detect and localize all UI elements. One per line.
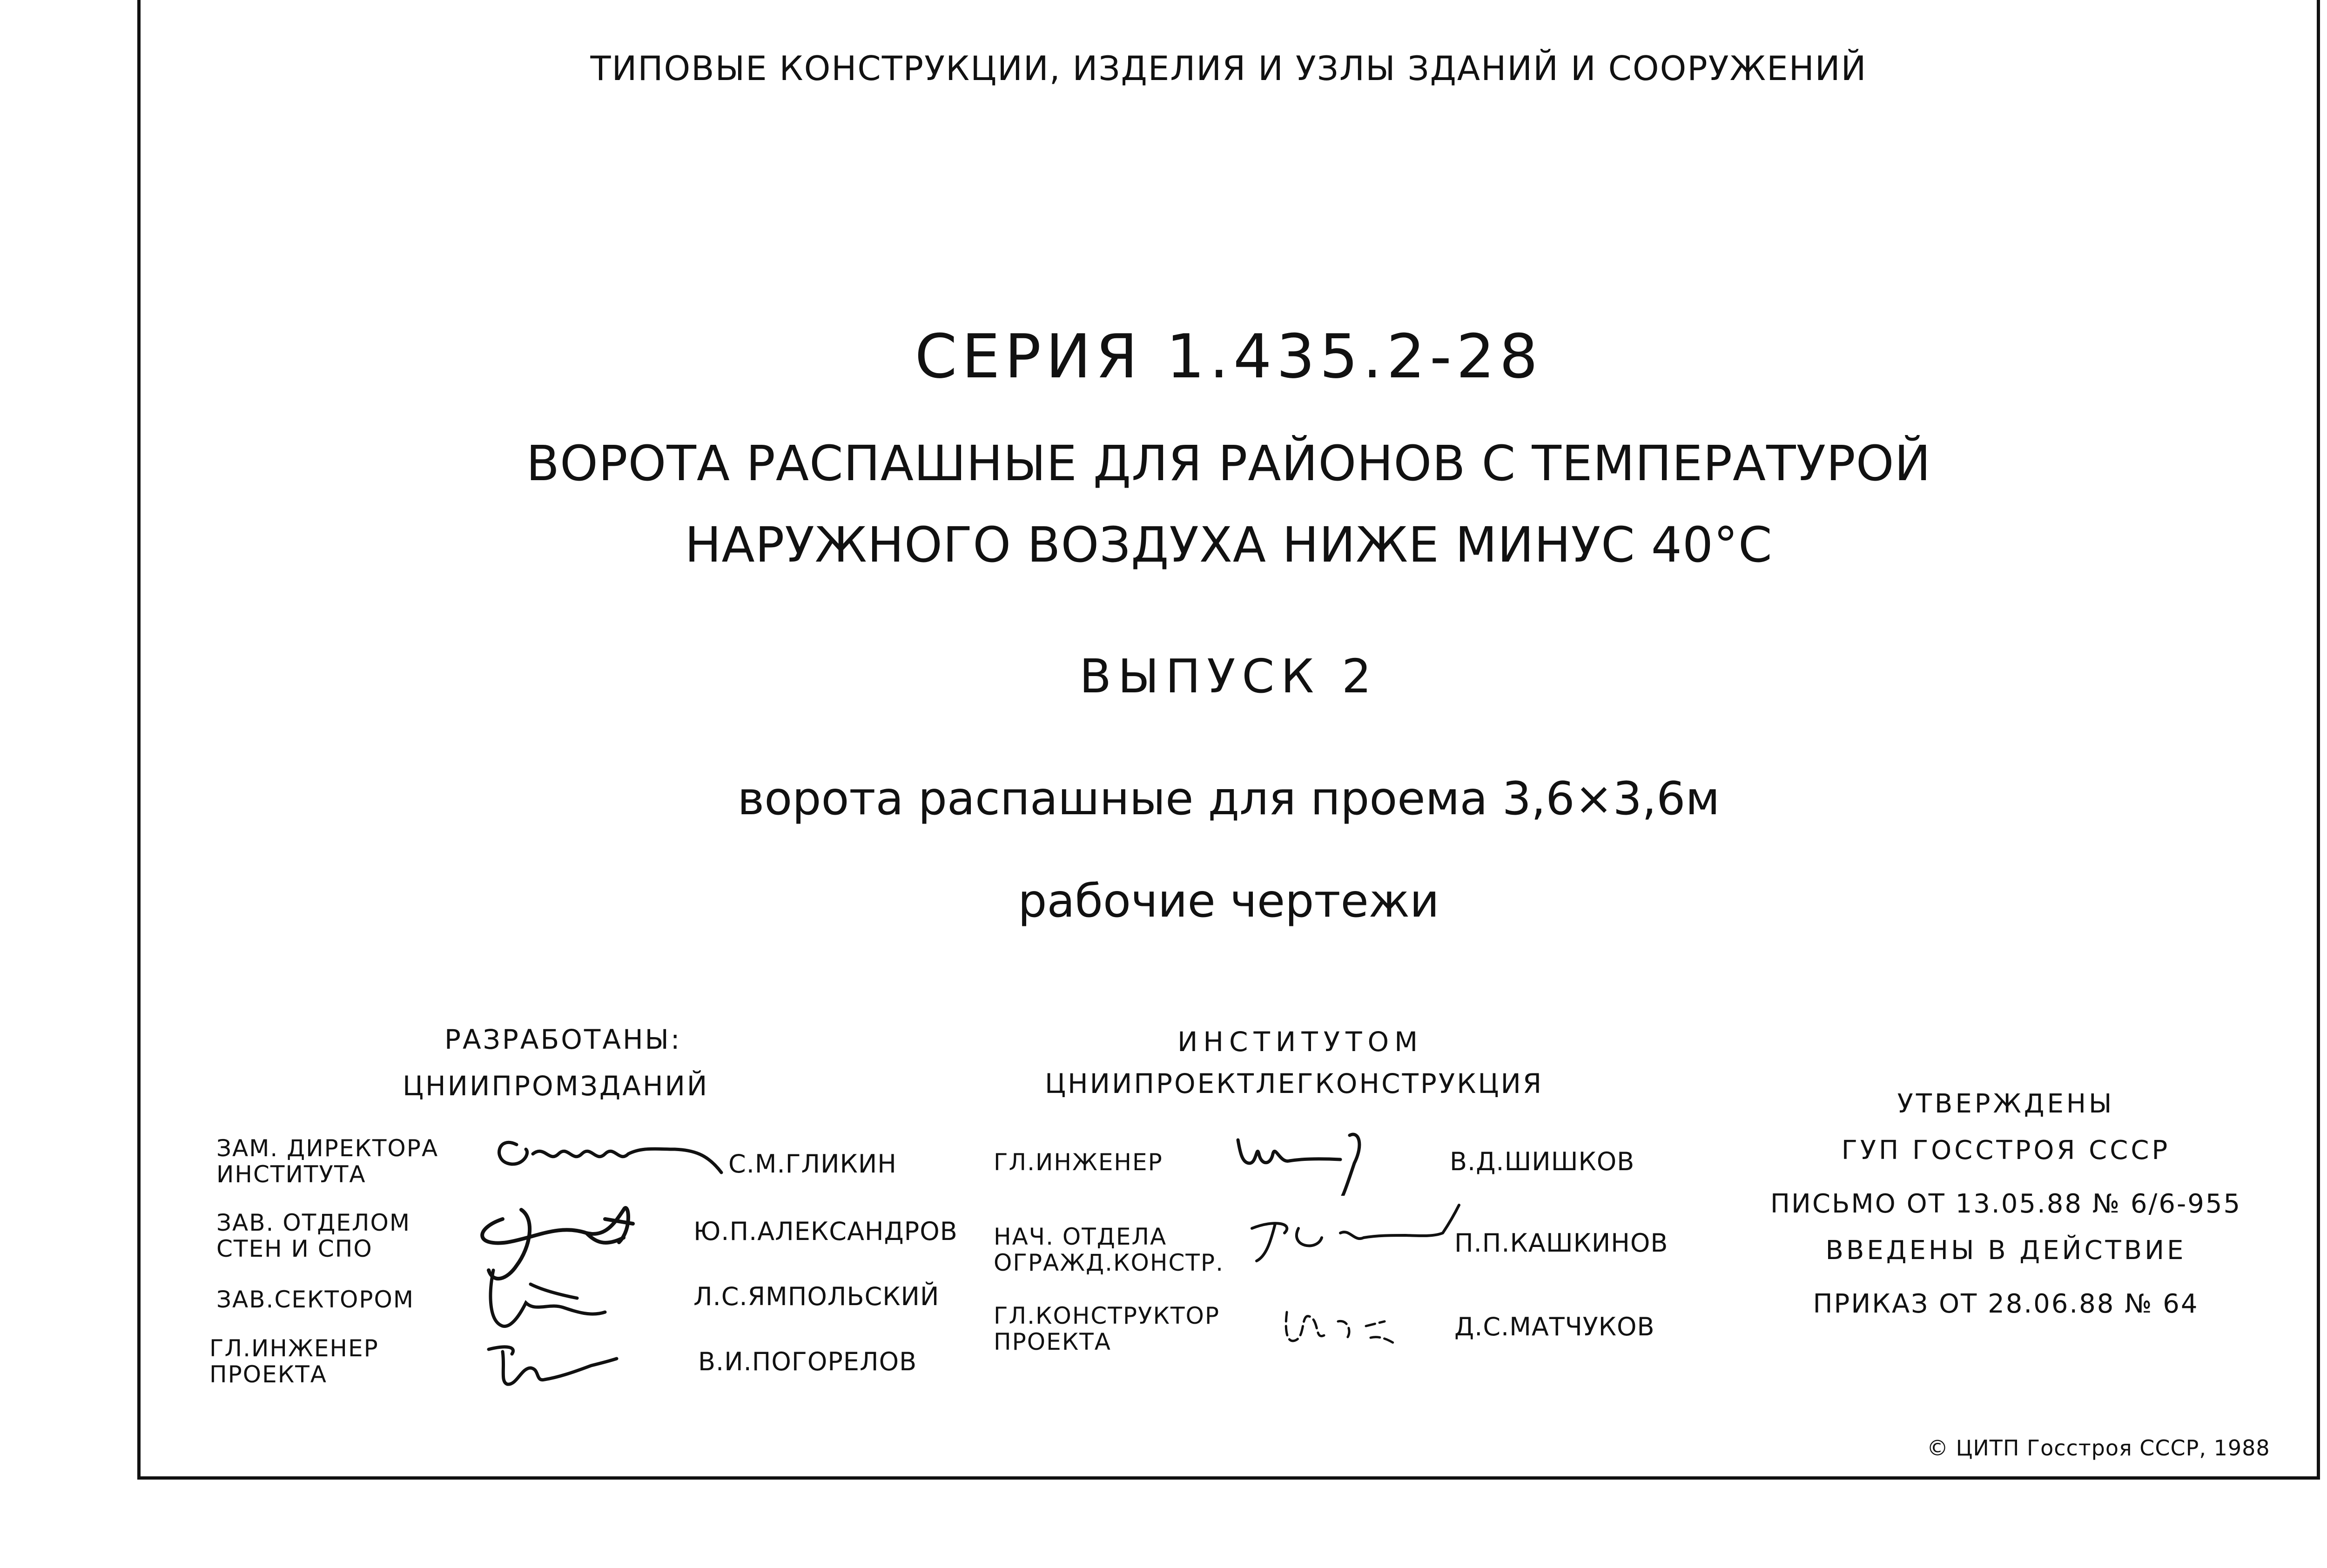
staff-right-name: В.Д.ШИШКОВ [1450, 1147, 1635, 1176]
staff-left-name: Л.С.ЯМПОЛЬСКИЙ [693, 1282, 940, 1311]
issue-title: ВЫПУСК 2 [1079, 649, 1378, 704]
signature-yampolsky [484, 1256, 624, 1340]
signature-glikin [489, 1126, 731, 1182]
staff-left-name: В.И.ПОГОРЕЛОВ [698, 1347, 917, 1376]
staff-right-name: Д.С.МАТЧУКОВ [1454, 1312, 1655, 1341]
approval-line1: УТВЕРЖДЕНЫ [1897, 1089, 2115, 1119]
staff-left-name: Ю.П.АЛЕКСАНДРОВ [693, 1217, 958, 1246]
staff-right-role: ГЛ.КОНСТРУКТОР ПРОЕКТА [994, 1302, 1220, 1355]
series-title: СЕРИЯ 1.435.2-28 [915, 321, 1543, 392]
approval-line5: ПРИКАЗ ОТ 28.06.88 № 64 [1813, 1289, 2199, 1319]
main-title-line1: ВОРОТА РАСПАШНЫЕ ДЛЯ РАЙОНОВ С ТЕМПЕРАТУРОЙ [526, 435, 1931, 492]
staff-left-role: ЗАМ. ДИРЕКТОРА ИНСТИТУТА [216, 1135, 439, 1188]
org-tsniipromzdaniy: ЦНИИПРОМЗДАНИЙ [403, 1070, 709, 1102]
approval-line2: ГУП ГОССТРОЯ СССР [1841, 1135, 2171, 1166]
subtitle-working-drawings: рабочие чертежи [1018, 875, 1439, 928]
copyright: © ЦИТП Госстроя СССР, 1988 [1927, 1435, 2270, 1461]
approval-line3: ПИСЬМО ОТ 13.05.88 № 6/6-955 [1770, 1189, 2242, 1219]
institute-label: ИНСТИТУТОМ [1177, 1026, 1424, 1058]
approval-line4: ВВЕДЕНЫ В ДЕЙСТВИЕ [1825, 1235, 2186, 1266]
top-title: ТИПОВЫЕ КОНСТРУКЦИИ, ИЗДЕЛИЯ И УЗЛЫ ЗДАНИЙ И СООРУЖЕНИЙ [590, 49, 1867, 88]
developed-label: РАЗРАБОТАНЫ: [444, 1024, 682, 1055]
staff-left-name: С.М.ГЛИКИН [728, 1149, 897, 1179]
staff-right-role: ГЛ.ИНЖЕНЕР [994, 1149, 1163, 1176]
signature-pogorelov [479, 1340, 619, 1396]
staff-left-role: ЗАВ. ОТДЕЛОМ СТЕН И СПО [216, 1209, 410, 1262]
staff-right-role: НАЧ. ОТДЕЛА ОГРАЖД.КОНСТР. [994, 1223, 1224, 1276]
subtitle: ворота распашные для проема 3,6×3,6м [737, 772, 1720, 825]
staff-right-name: П.П.КАШКИНОВ [1454, 1228, 1668, 1258]
signature-kashkinov [1238, 1200, 1461, 1270]
org-tsniiproektlegkonstruktsiya: ЦНИИПРОЕКТЛЕГКОНСТРУКЦИЯ [1045, 1068, 1544, 1099]
staff-left-role: ГЛ.ИНЖЕНЕР ПРОЕКТА [209, 1335, 379, 1388]
signature-matchukov [1278, 1293, 1417, 1363]
signature-shishkov [1229, 1126, 1378, 1196]
staff-left-role: ЗАВ.СЕКТОРОМ [216, 1286, 415, 1313]
main-title-line2: НАРУЖНОГО ВОЗДУХА НИЖЕ МИНУС 40°С [685, 516, 1773, 573]
